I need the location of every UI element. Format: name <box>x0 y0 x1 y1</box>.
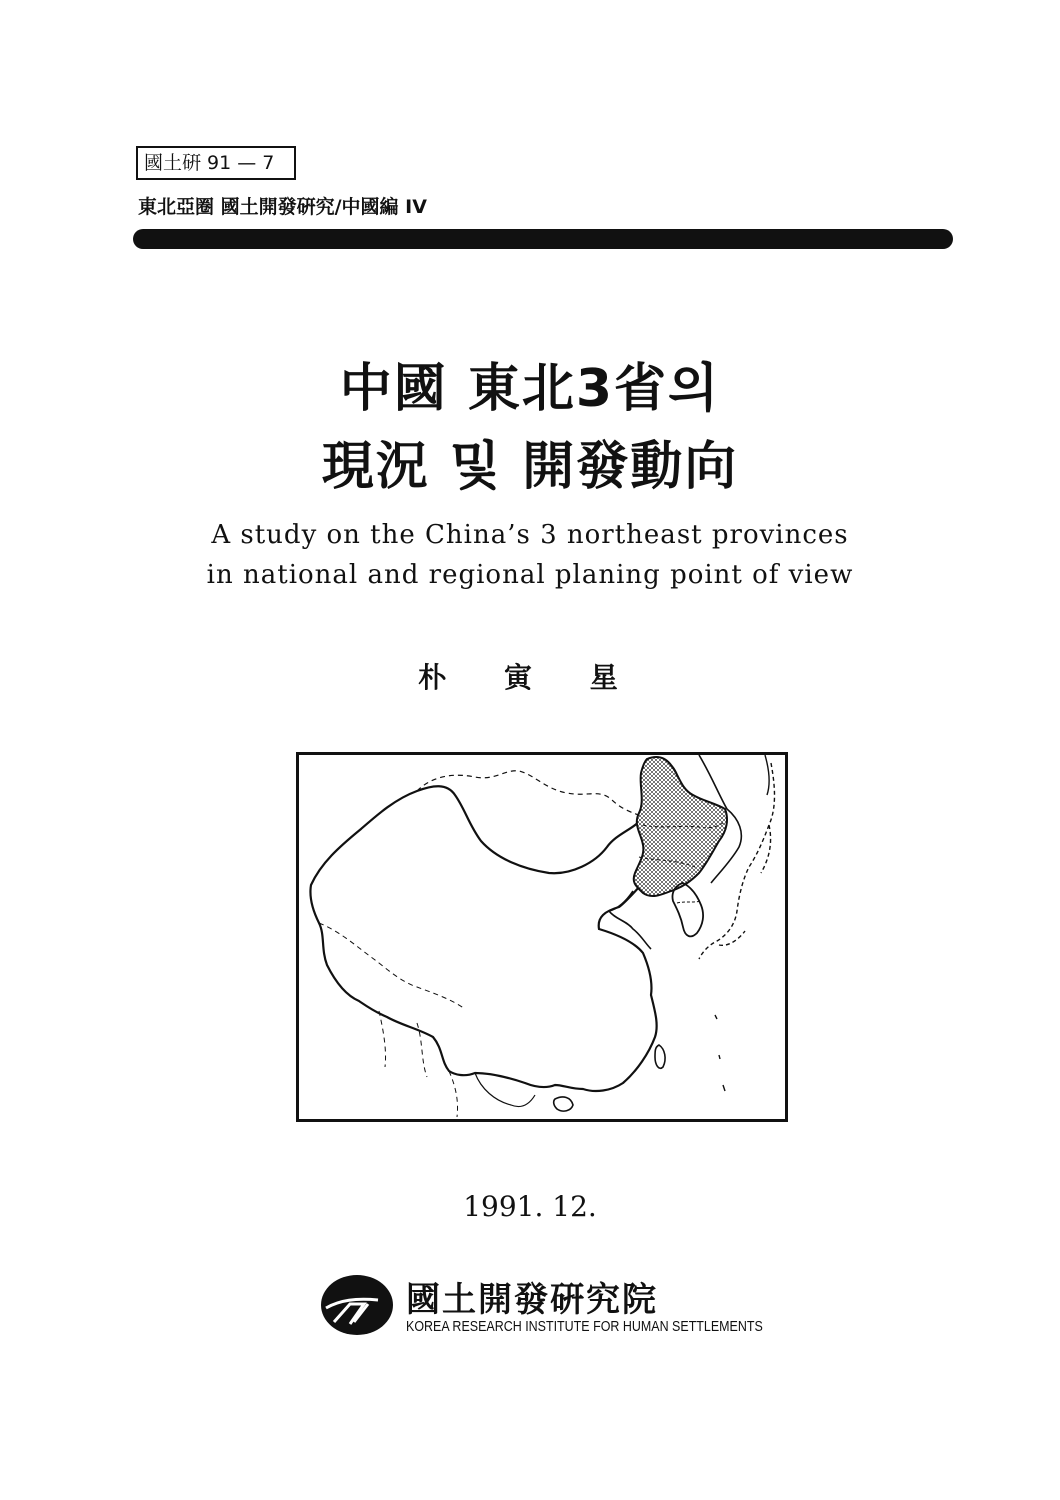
korea-dmz <box>677 901 701 903</box>
title-line-1: 中國 東北3省의 <box>339 359 721 419</box>
publisher-name-english: KOREA RESEARCH INSTITUTE FOR HUMAN SETTLEMENTS <box>406 1319 763 1335</box>
korea-peninsula <box>672 883 703 936</box>
philippines-marks <box>715 1015 725 1091</box>
subtitle-line-1: A study on the China’s 3 northeast provinces <box>211 520 849 550</box>
hainan-island <box>554 1097 573 1111</box>
china-map-illustration <box>299 755 785 1119</box>
publication-date: 1991. 12. <box>463 1190 597 1223</box>
china-map <box>296 752 788 1122</box>
series-number-box <box>136 146 296 180</box>
japan-islands <box>699 763 775 959</box>
publisher-logo-icon <box>320 1274 394 1336</box>
sakhalin <box>765 755 769 795</box>
series-title: 東北亞圈 國土開發硏究/中國編 IV <box>138 196 427 218</box>
subtitle-line-2: in national and regional planing point of view <box>206 560 854 590</box>
bohai-coast <box>609 891 651 949</box>
publisher-name-hanja: 國土開發硏究院 <box>406 1280 658 1320</box>
taiwan-island <box>655 1045 665 1068</box>
author-name: 朴 寅 星 <box>418 661 642 694</box>
header-rule <box>133 229 953 249</box>
series-number: 國土硏 91 — 7 <box>144 152 275 174</box>
title-line-2: 現況 및 開發動向 <box>321 437 739 497</box>
mongolia-border <box>417 771 643 817</box>
